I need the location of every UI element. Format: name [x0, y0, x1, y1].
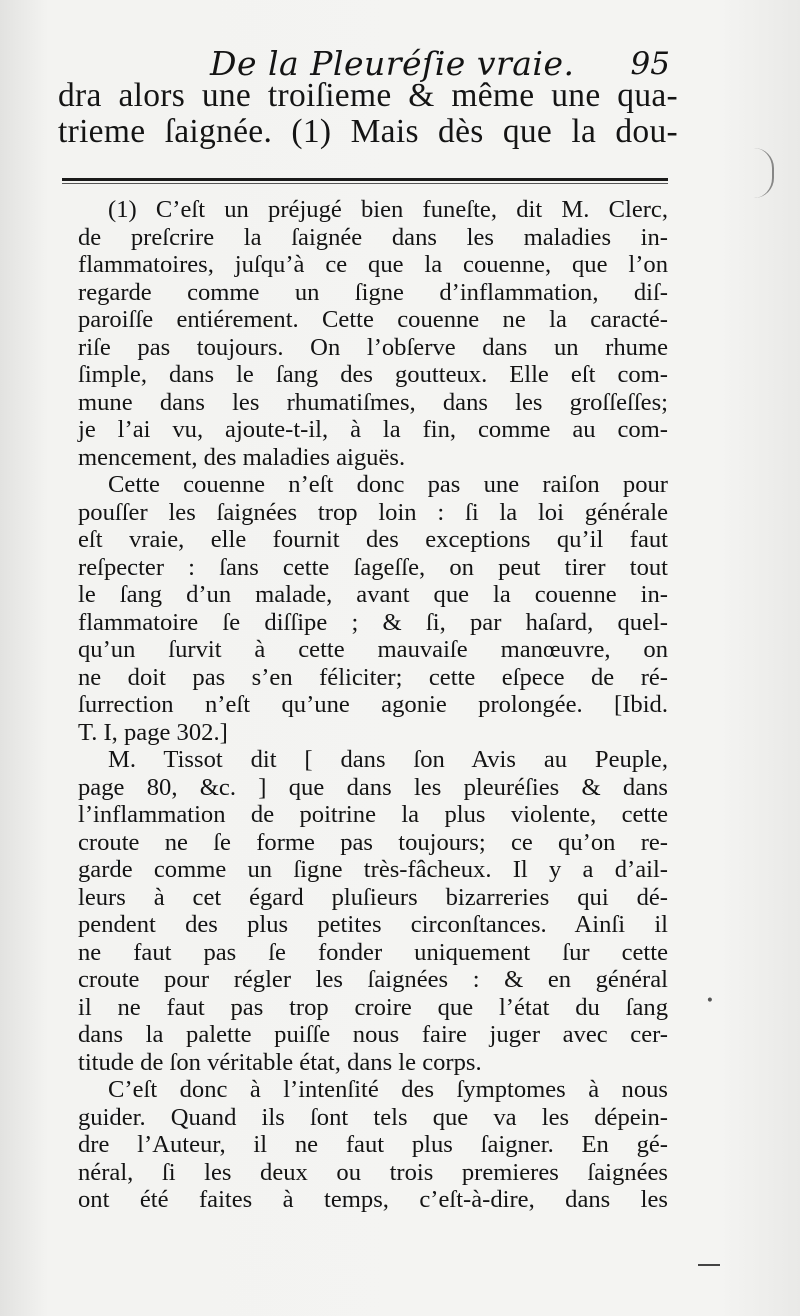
footnote-line: l’inflammation de poitrine la plus violente, cette [78, 801, 668, 828]
footnote-line: M. Tissot dit [ dans ſon Avis au Peuple, [108, 746, 668, 773]
footnote-line: mencement, des maladies aiguës. [78, 443, 406, 471]
main-text-line: dra alors une troiſieme & même une qua- [58, 77, 678, 114]
footnote-line: reſpecter : ſans cette ſageſſe, on peut tirer tout [78, 553, 668, 581]
footnote-line: C’eſt donc à l’intenſité des ſymptomes à nous [108, 1076, 668, 1103]
footnote-separator-rule [62, 178, 668, 181]
footnote-line: ſurrection n’eſt qu’une agonie prolongée. [Ibid. [78, 691, 668, 718]
footnote-line: le ſang d’un malade, avant que la couenne in- [78, 581, 668, 608]
footnote-line: dans la palette puiſſe nous faire juger avec cer- [78, 1021, 668, 1048]
footnote-line: riſe pas toujours. On l’obſerve dans un rhume [78, 333, 668, 361]
footnote-line: ne faut pas ſe fonder uniquement ſur cette [78, 938, 668, 966]
footnote-line: ont été faites à temps, c’eſt-à-dire, dans les [78, 1186, 668, 1213]
page-number: 95 [630, 46, 670, 82]
footnote-line: croute pour régler les ſaignées : & en général [78, 966, 668, 993]
footnote-paragraph-3 [78, 746, 668, 1076]
main-text-line: trieme ſaignée. (1) Mais dès que la dou- [58, 113, 678, 150]
footnote-line: Cette couenne n’eſt donc pas une raiſon pour [108, 471, 668, 498]
footnote-paragraph-4 [78, 1076, 668, 1214]
footnote-line: il ne faut pas trop croire que l’état du ſang [78, 993, 668, 1021]
footnote-line: flammatoire ſe diſſipe ; & ſi, par haſard, quel- [78, 608, 668, 636]
footnote-line: néral, ſi les deux ou trois premieres ſaignées [78, 1158, 668, 1186]
footnote-line: mune dans les rhumatiſmes, dans les groſſeſſes; [78, 388, 668, 416]
footnote-line: pendent des plus petites circonſtances. Ainſi il [78, 911, 668, 938]
footnote-paragraph-1 [78, 196, 668, 471]
footnote-line: (1) C’eſt un préjugé bien funeſte, dit M. Clerc, [108, 196, 668, 223]
footnote-line: T. I, page 302.] [78, 718, 228, 746]
footnote-line: qu’un ſurvit à cette mauvaiſe manœuvre, on [78, 636, 668, 663]
footnote-line: flammatoires, juſqu’à ce que la couenne, que l’on [78, 251, 668, 278]
footnote-line: garde comme un ſigne très-fâcheux. Il y a d’ail- [78, 856, 668, 883]
running-title: De la Pleuréſie vraie. [210, 44, 575, 83]
footnote-line: ſimple, dans le ſang des goutteux. Elle eſt com- [78, 361, 668, 388]
footnote-paragraph-2 [78, 471, 668, 746]
footnote-line: regarde comme un ſigne d’inflammation, diſ- [78, 278, 668, 306]
margin-dot-mark: • [705, 993, 714, 1009]
footnote-separator-rule-thin [62, 183, 668, 184]
footnote-line: paroiſſe entiérement. Cette couenne ne la caracté- [78, 306, 668, 333]
footnote-line: de preſcrire la ſaignée dans les maladies in- [78, 223, 668, 251]
footnote-line: dre l’Auteur, il ne faut plus ſaigner. En gé- [78, 1131, 668, 1158]
footnote-line: page 80, &c. ] que dans les pleuréſies & dans [78, 773, 668, 801]
footnote [78, 196, 668, 1214]
footnote-line: eſt vraie, elle fournit des exceptions qu’il faut [78, 526, 668, 553]
footnote-line: croute ne ſe forme pas toujours; ce qu’on re- [78, 828, 668, 856]
footnote-line: guider. Quand ils ſont tels que va les dépein- [78, 1103, 668, 1131]
margin-bracket-mark [754, 148, 774, 198]
footnote-line: je l’ai vu, ajoute-t-il, à la fin, comme au com- [78, 416, 668, 443]
footnote-line: ne doit pas s’en féliciter; cette eſpece de ré- [78, 663, 668, 691]
bottom-dash-mark [698, 1264, 720, 1266]
footnote-line: leurs à cet égard pluſieurs bizarreries qui dé- [78, 883, 668, 911]
main-text [58, 78, 678, 150]
footnote-line: pouſſer les ſaignées trop loin : ſi la loi générale [78, 498, 668, 526]
footnote-line: titude de ſon véritable état, dans le corps. [78, 1048, 482, 1076]
